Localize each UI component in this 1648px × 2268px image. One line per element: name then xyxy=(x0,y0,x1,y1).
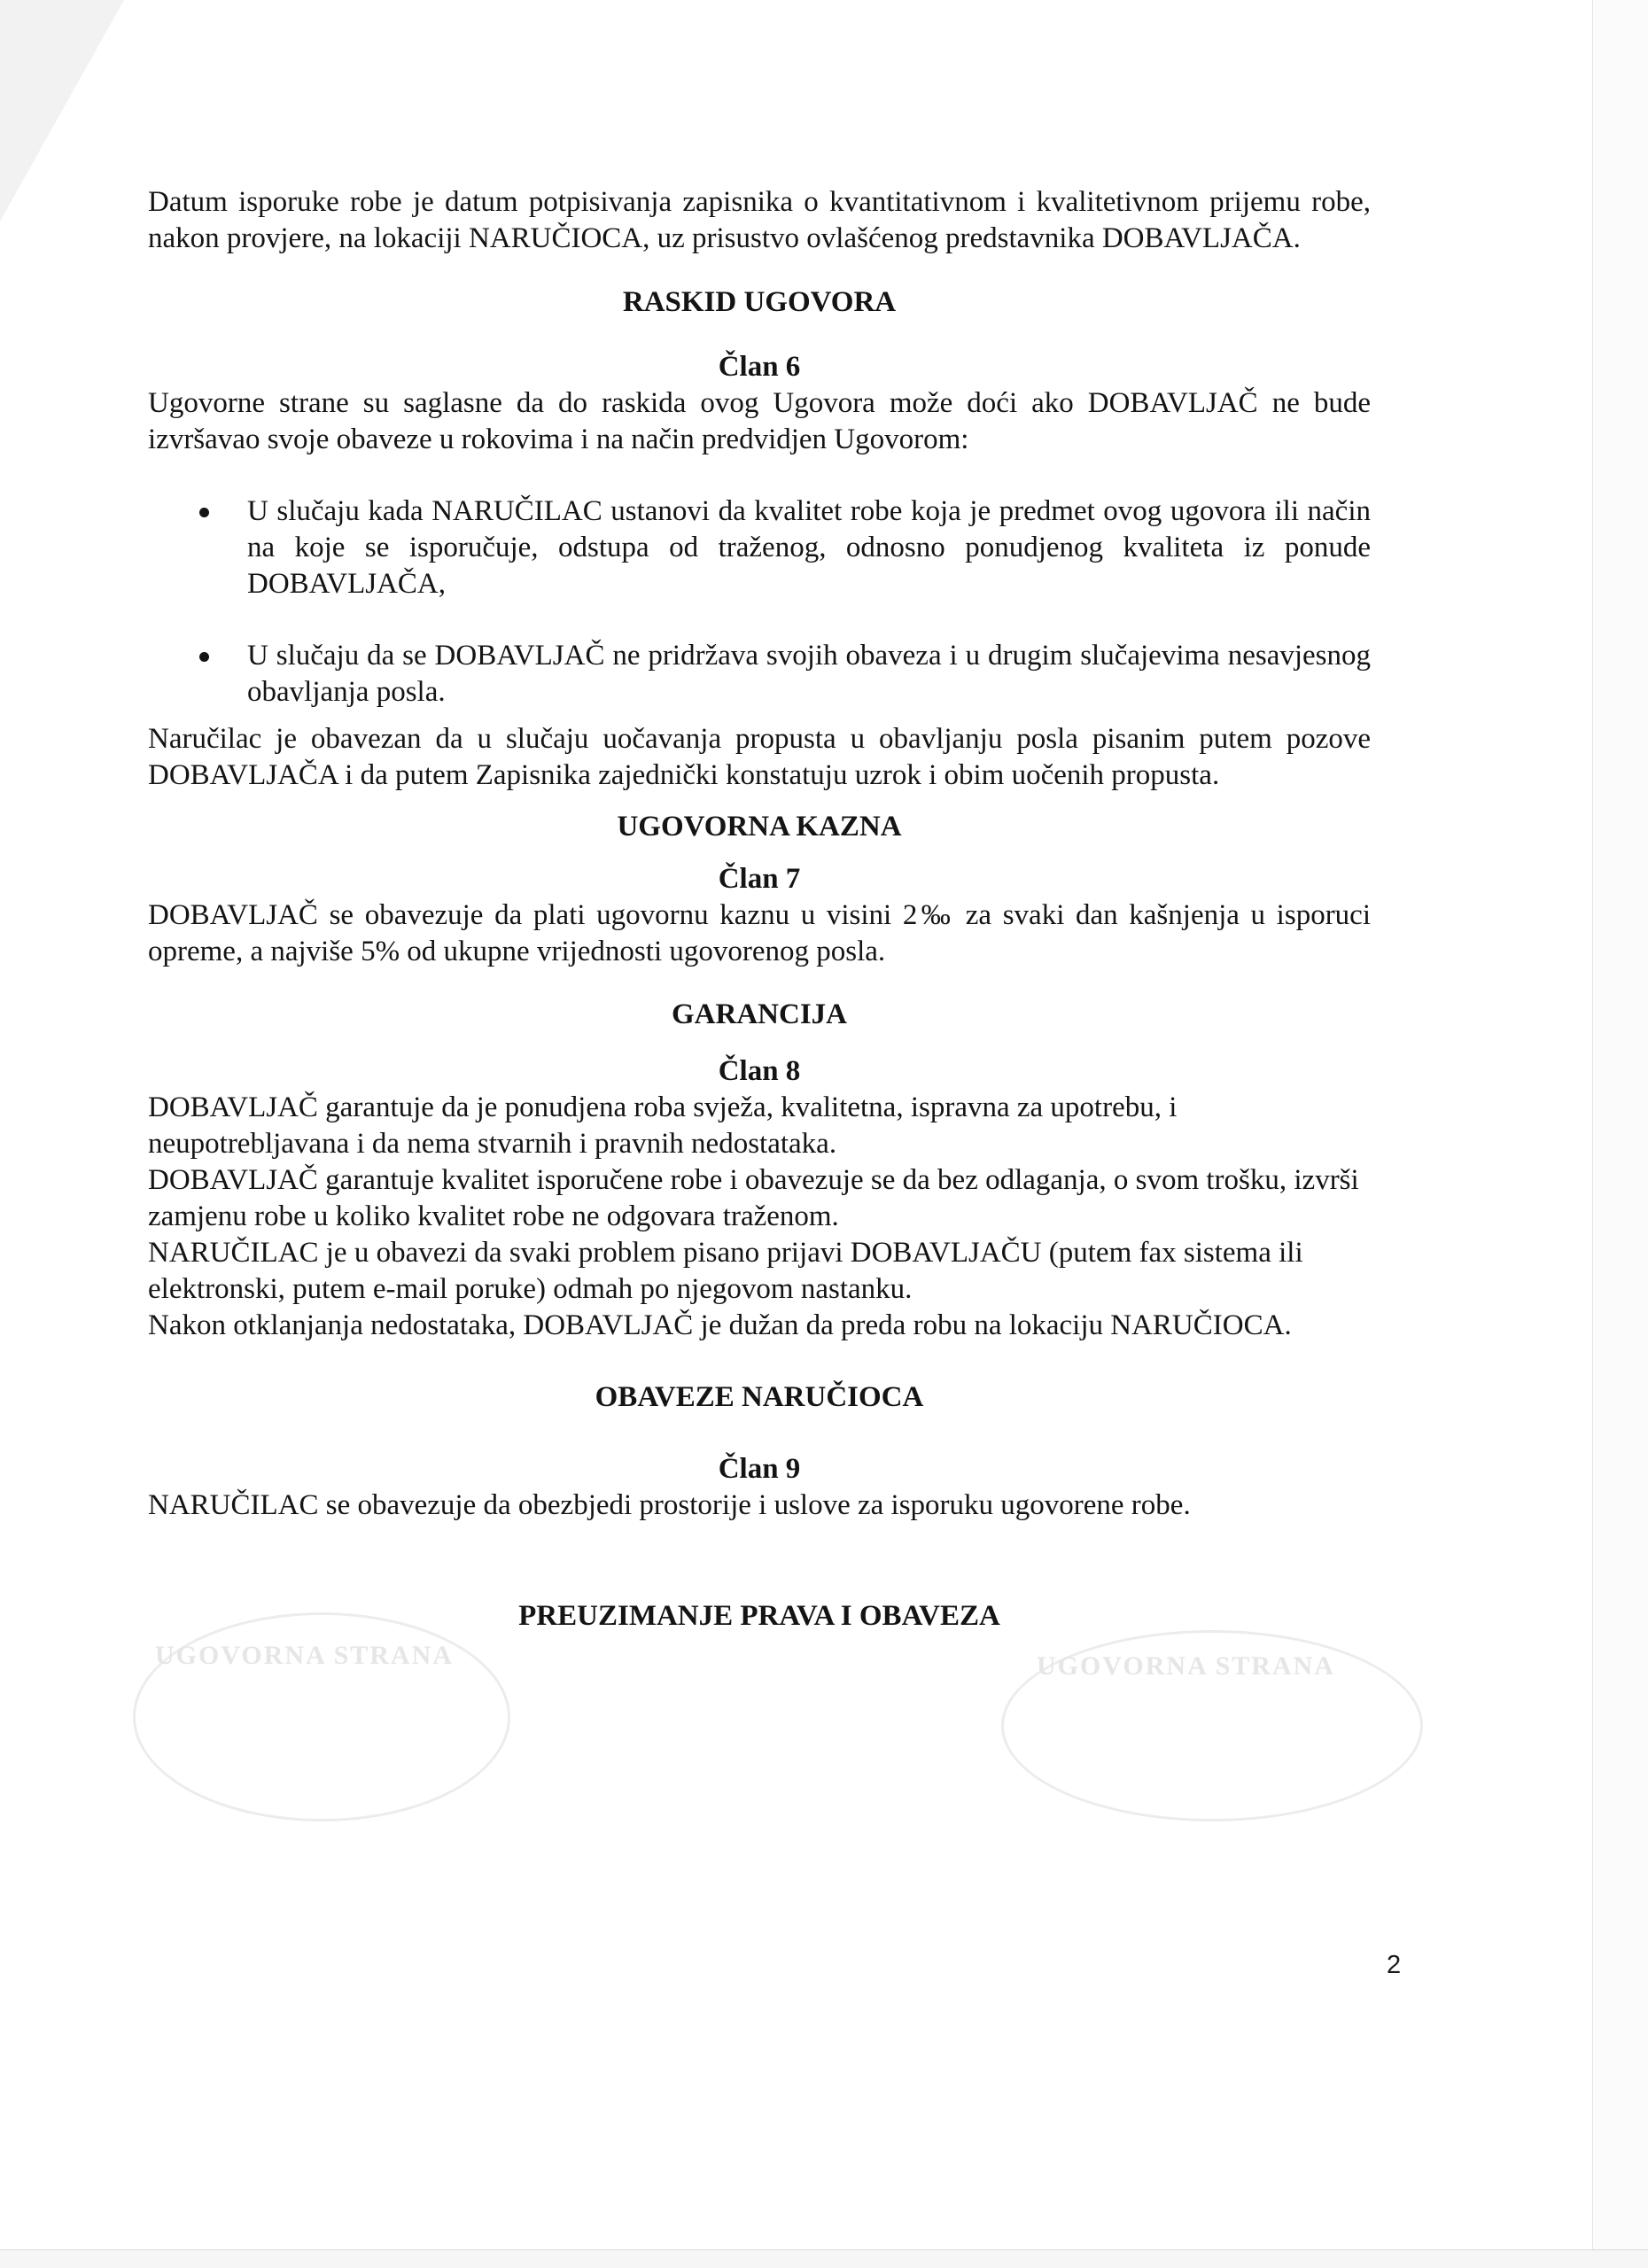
article-8-line: DOBAVLJAČ garantuje da je ponudjena roba svježa, kvalitetna, ispravna za upotrebu, i neupotrebljavana i da nema stvarnih i pravnih nedostataka. xyxy=(148,1091,1178,1160)
heading-obaveze-narucioca: OBAVEZE NARUČIOCA xyxy=(595,1381,924,1413)
article-6-title: Član 6 xyxy=(718,351,801,383)
page-number: 2 xyxy=(1387,1951,1402,1979)
article-8-title: Član 8 xyxy=(718,1055,801,1087)
page-edge-bottom xyxy=(0,2249,1648,2268)
page-edge-right xyxy=(1592,0,1648,2268)
list-item xyxy=(148,493,1371,602)
delivery-date-paragraph: Datum isporuke robe je datum potpisivanja zapisnika o kvantitativnom i kvalitetivnom prijemu robe, nakon provjere, na lokaciji NARUČIOCA, uz prisustvo ovlašćenog predstavnika DOBAVLJAČA. xyxy=(148,186,1371,254)
article-7-title: Član 7 xyxy=(718,863,801,895)
show-through-text-left: UGOVORNA STRANA xyxy=(155,1641,454,1670)
list-item-text: U slučaju kada NARUČILAC ustanovi da kvalitet robe koja je predmet ovog ugovora ili način na koje se isporučuje, odstupa od traženog, odnosno ponudjenog kvaliteta iz ponude DOBAVLJAČA, xyxy=(247,495,1371,600)
article-8-line: DOBAVLJAČ garantuje kvalitet isporučene robe i obavezuje se da bez odlaganja, o svom trošku, izvrši zamjenu robe u koliko kvalitet robe ne odgovara traženom. xyxy=(148,1164,1359,1232)
article-6-closing: Naručilac je obavezan da u slučaju uočavanja propusta u obavljanju posla pisanim putem pozove DOBAVLJAČA i da putem Zapisnika zajednički konstatuju uzrok i obim uočenih propusta. xyxy=(148,723,1371,791)
list-item xyxy=(148,638,1371,711)
article-9-title: Član 9 xyxy=(718,1453,801,1485)
heading-preuzimanje-prava: PREUZIMANJE PRAVA I OBAVEZA xyxy=(518,1600,1000,1632)
bullet-icon xyxy=(199,508,209,517)
article-9-text: NARUČILAC se obavezuje da obezbjedi prostorije i uslove za isporuku ugovorene robe. xyxy=(148,1489,1191,1521)
heading-garancija: GARANCIJA xyxy=(672,998,847,1030)
list-item-text: U slučaju da se DOBAVLJAČ ne pridržava svojih obaveza i u drugim slučajevima nesavjesnog obavljanja posla. xyxy=(247,640,1371,708)
article-6-text: Ugovorne strane su saglasne da do raskida ovog Ugovora može doći ako DOBAVLJAČ ne bude izvršavao svoje obaveze u rokovima i na način predvidjen Ugovorom: xyxy=(148,387,1371,455)
bullet-icon xyxy=(199,652,209,662)
termination-conditions-list xyxy=(148,493,1371,711)
article-7-text: DOBAVLJAČ se obavezuje da plati ugovornu kaznu u visini 2‰ za svaki dan kašnjenja u isporuci opreme, a najviše 5% od ukupne vrijednosti ugovorenog posla. xyxy=(148,899,1371,967)
article-8-line: NARUČILAC je u obavezi da svaki problem pisano prijavi DOBAVLJAČU (putem fax sistema ili elektronski, putem e-mail poruke) odmah po njegovom nastanku. xyxy=(148,1237,1303,1305)
document-body xyxy=(148,184,1371,1635)
show-through-text-right: UGOVORNA STRANA xyxy=(1037,1651,1335,1681)
article-8-line: Nakon otklanjanja nedostataka, DOBAVLJAČ je dužan da preda robu na lokaciju NARUČIOCA. xyxy=(148,1309,1292,1341)
heading-ugovorna-kazna: UGOVORNA KAZNA xyxy=(617,811,902,843)
folded-corner xyxy=(0,0,124,221)
heading-raskid-ugovora: RASKID UGOVORA xyxy=(622,286,897,318)
